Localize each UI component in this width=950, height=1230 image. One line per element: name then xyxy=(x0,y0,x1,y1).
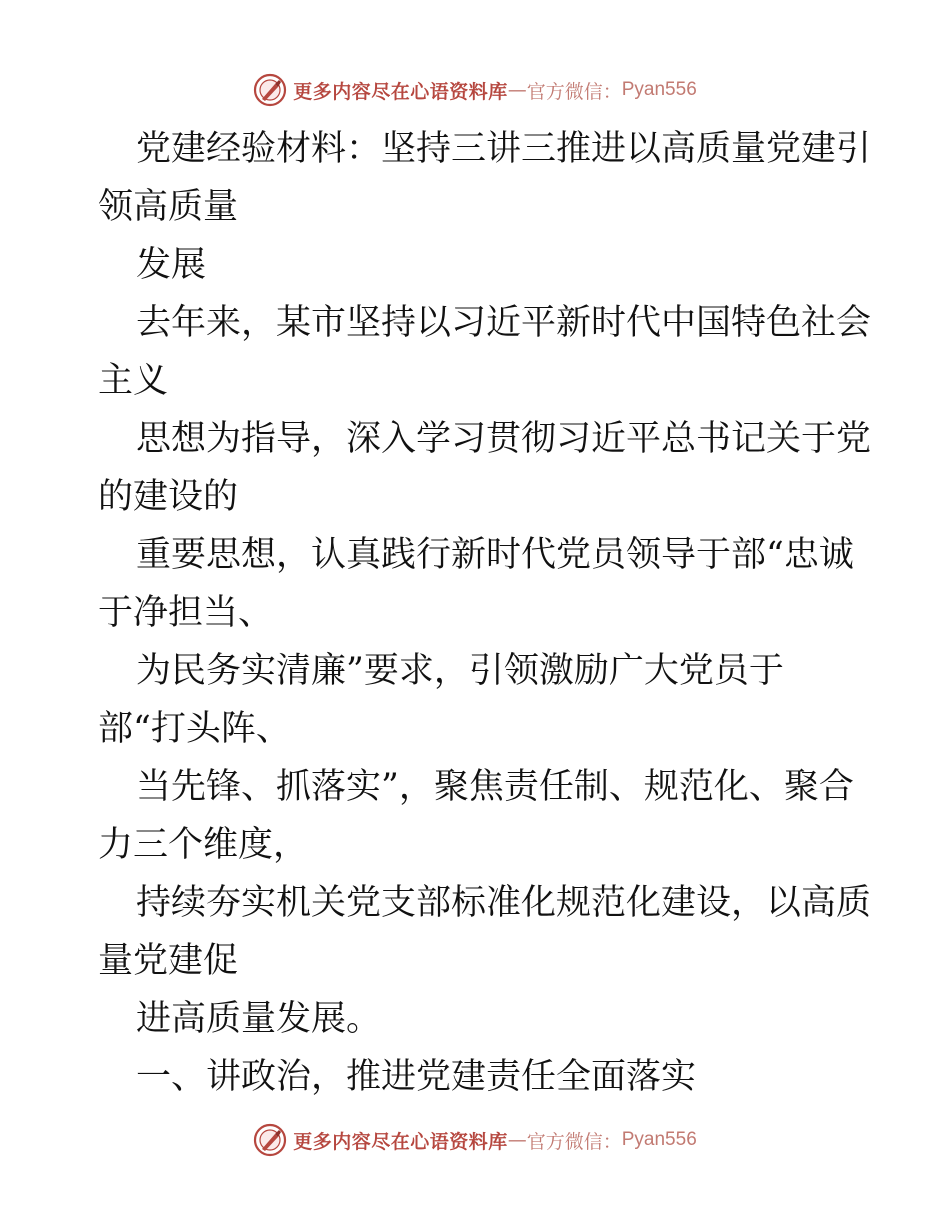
banner-wechat-label: 官方微信： xyxy=(526,1130,622,1153)
pen-logo-icon xyxy=(253,1123,287,1157)
text-line: 力三个维度， xyxy=(98,825,309,865)
document-body xyxy=(98,120,872,1106)
pen-logo-icon xyxy=(253,73,287,107)
banner-dash: — xyxy=(507,1129,527,1151)
text-line: 思想为指导，深入学习贯彻习近平总书记关于党 xyxy=(136,419,872,459)
text-line: 去年来，某市坚持以习近平新时代中国特色社会 xyxy=(136,303,872,343)
text-line: 的建设的 xyxy=(98,477,239,517)
text-line: 部“打头阵、 xyxy=(98,709,291,749)
text-line: 于净担当、 xyxy=(98,593,274,633)
text-line: 主义 xyxy=(98,361,169,401)
banner-wechat-id: Pyan556 xyxy=(621,79,697,100)
title-line-1: 党建经验材料：坚持三讲三推进以高质量党建引 xyxy=(136,129,872,169)
header-watermark xyxy=(0,70,950,110)
banner-dash: — xyxy=(507,79,527,101)
text-line: 量党建促 xyxy=(98,941,239,981)
text-line: 当先锋、抓落实”，聚焦责任制、规范化、聚合 xyxy=(136,767,854,807)
title-line-3: 发展 xyxy=(136,245,207,285)
banner-wechat-id: Pyan556 xyxy=(621,1129,697,1150)
text-line: 重要思想，认真践行新时代党员领导于部“忠诚 xyxy=(136,535,854,575)
title-line-2: 领高质量 xyxy=(98,187,239,227)
section-heading: 一、讲政治，推进党建责任全面落实 xyxy=(136,1057,697,1097)
banner-wechat-label: 官方微信： xyxy=(526,80,622,103)
banner-text: 更多内容尽在心语资料库 xyxy=(293,80,508,103)
text-line: 为民务实清廉”要求，引领激励广大党员于 xyxy=(136,651,784,691)
text-line: 持续夯实机关党支部标准化规范化建设，以高质 xyxy=(136,883,872,923)
text-line: 进高质量发展。 xyxy=(136,999,382,1039)
banner-text: 更多内容尽在心语资料库 xyxy=(293,1130,508,1153)
footer-watermark xyxy=(0,1120,950,1160)
